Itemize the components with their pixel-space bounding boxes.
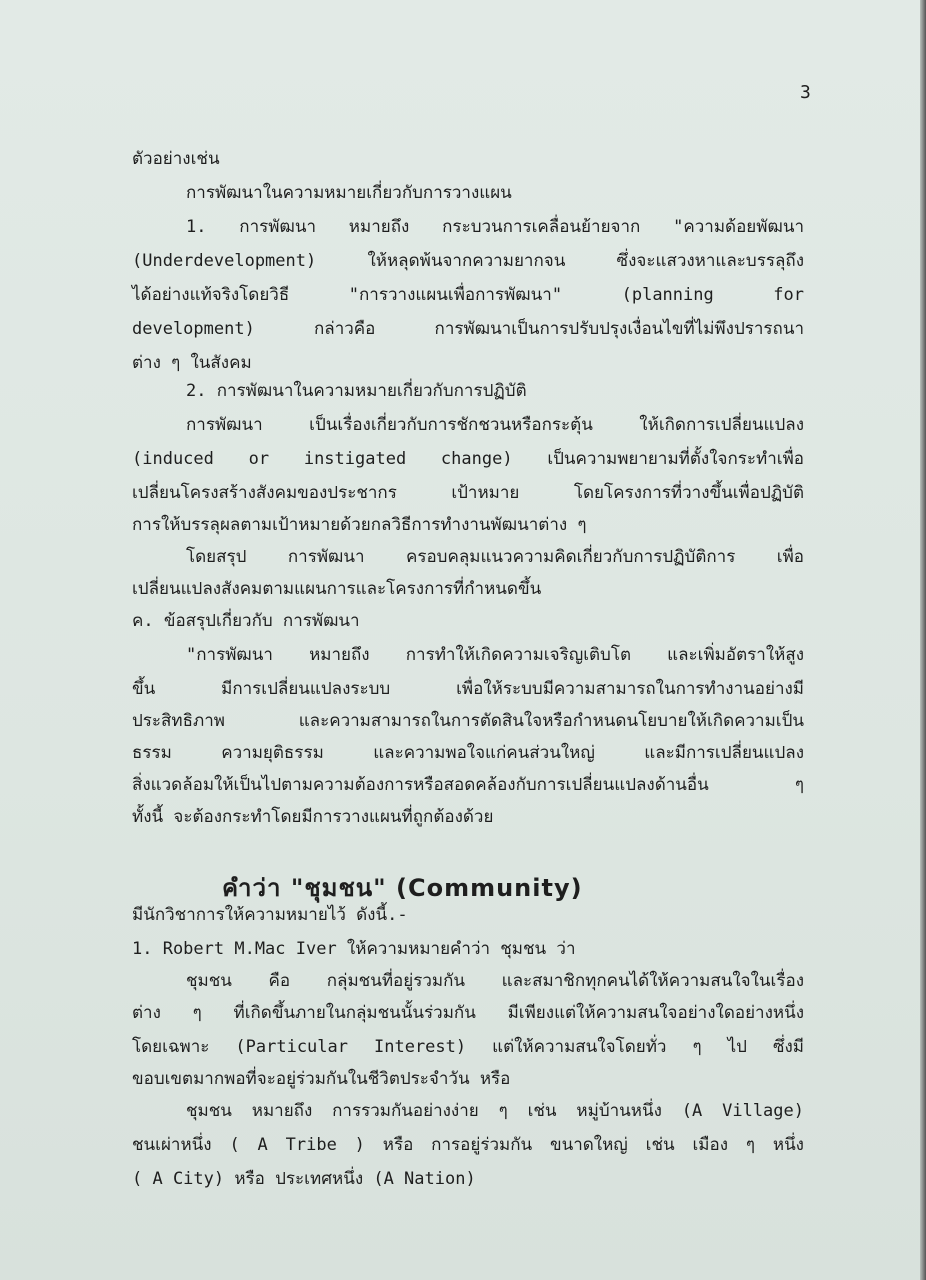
text-line: ชุมชน หมายถึง การรวมกันอย่างง่าย ๆ เช่น หมู่บ้านหนึ่ง (A Village) <box>186 1101 804 1121</box>
text-line: 2. การพัฒนาในความหมายเกี่ยวกับการปฏิบัติ <box>186 381 527 401</box>
text-line: ต่าง ๆ ที่เกิดขึ้นภายในกลุ่มชนนั้นร่วมกัน มีเพียงแต่ให้ความสนใจอย่างใดอย่างหนึ่ง <box>132 1003 804 1023</box>
text-line: การให้บรรลุผลตามเป้าหมายด้วยกลวิธีการทำงานพัฒนาต่าง ๆ <box>132 515 587 535</box>
text-line: การพัฒนา เป็นเรื่องเกี่ยวกับการชักชวนหรือกระตุ้น ให้เกิดการเปลี่ยนแปลง <box>186 415 804 435</box>
text-line: โดยสรุป การพัฒนา ครอบคลุมแนวความคิดเกี่ยวกับการปฏิบัติการ เพื่อ <box>186 547 804 567</box>
text-line: ชุมชน คือ กลุ่มชนที่อยู่รวมกัน และสมาชิกทุกคนได้ให้ความสนใจในเรื่อง <box>186 971 804 991</box>
text-line: ต่าง ๆ ในสังคม <box>132 353 252 373</box>
text-line: (induced or instigated change) เป็นความพยายามที่ตั้งใจกระทำเพื่อ <box>132 449 804 469</box>
text-line: ขึ้น มีการเปลี่ยนแปลงระบบ เพื่อให้ระบบมีความสามารถในการทำงานอย่างมี <box>132 679 804 699</box>
text-line: 1. การพัฒนา หมายถึง กระบวนการเคลื่อนย้ายจาก "ความด้อยพัฒนา <box>186 217 804 237</box>
page-edge <box>920 0 926 1280</box>
text-line: โดยเฉพาะ (Particular Interest) แต่ให้ความสนใจโดยทั่ว ๆ ไป ซึ่งมี <box>132 1037 804 1057</box>
text-line: ชนเผ่าหนึ่ง ( A Tribe ) หรือ การอยู่ร่วมกัน ขนาดใหญ่ เช่น เมือง ๆ หนึ่ง <box>132 1135 804 1155</box>
text-line: เปลี่ยนโครงสร้างสังคมของประชากร เป้าหมาย โดยโครงการที่วางขึ้นเพื่อปฏิบัติ <box>132 483 804 503</box>
text-line: ตัวอย่างเช่น <box>132 149 220 169</box>
text-line: ทั้งนี้ จะต้องกระทำโดยมีการวางแผนที่ถูกต้องด้วย <box>132 807 494 827</box>
text-line: (Underdevelopment) ให้หลุดพ้นจากความยากจน ซึ่งจะแสวงหาและบรรลุถึง <box>132 251 804 271</box>
section-heading: คำว่า "ชุมชน" (Community) <box>222 874 583 902</box>
text-line: ขอบเขตมากพอที่จะอยู่ร่วมกันในชีวิตประจำวัน หรือ <box>132 1069 511 1089</box>
text-line: development) กล่าวคือ การพัฒนาเป็นการปรับปรุงเงื่อนไขที่ไม่พึงปรารถนา <box>132 319 804 339</box>
text-line: ได้อย่างแท้จริงโดยวิธี "การวางแผนเพื่อการพัฒนา" (planning for <box>132 285 804 305</box>
page-number: 3 <box>800 82 811 103</box>
text-line: มีนักวิชาการให้ความหมายไว้ ดังนี้.- <box>132 905 408 925</box>
text-line: ประสิทธิภาพ และความสามารถในการตัดสินใจหรือกำหนดนโยบายให้เกิดความเป็น <box>132 711 804 731</box>
text-line: ( A City) หรือ ประเทศหนึ่ง (A Nation) <box>132 1169 476 1189</box>
text-line: "การพัฒนา หมายถึง การทำให้เกิดความเจริญเติบโต และเพิ่มอัตราให้สูง <box>186 645 804 665</box>
text-line: สิ่งแวดล้อมให้เป็นไปตามความต้องการหรือสอดคล้องกับการเปลี่ยนแปลงด้านอื่น ๆ <box>132 775 804 795</box>
text-line: การพัฒนาในความหมายเกี่ยวกับการวางแผน <box>186 183 512 203</box>
text-line: เปลี่ยนแปลงสังคมตามแผนการและโครงการที่กำหนดขึ้น <box>132 579 542 599</box>
text-line: ธรรม ความยุติธรรม และความพอใจแก่คนส่วนใหญ่ และมีการเปลี่ยนแปลง <box>132 743 804 763</box>
text-line: 1. Robert M.Mac Iver ให้ความหมายคำว่า ชุมชน ว่า <box>132 939 576 959</box>
text-line: ค. ข้อสรุปเกี่ยวกับ การพัฒนา <box>132 611 360 631</box>
